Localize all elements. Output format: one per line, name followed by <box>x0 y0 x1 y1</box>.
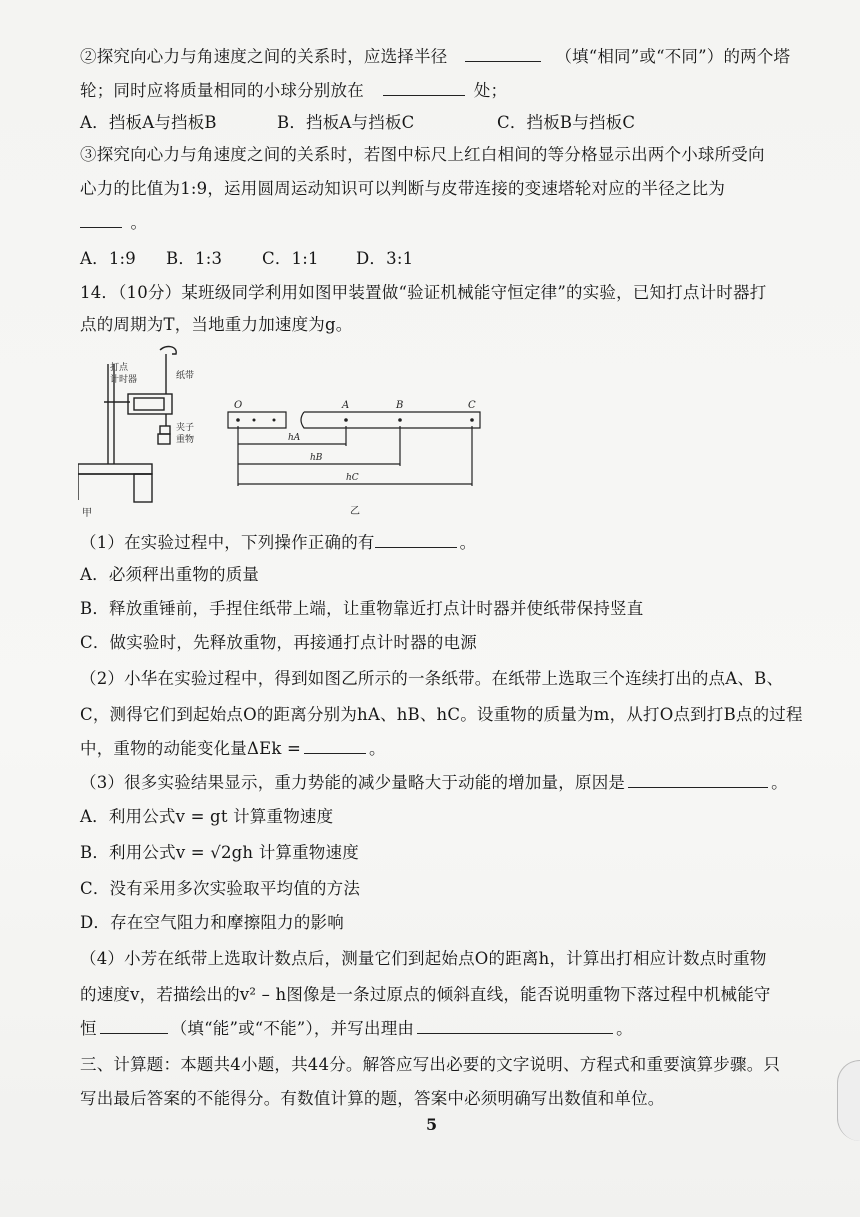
q14-s3-option-b[interactable]: B．利用公式v = √2gh 计算重物速度 <box>80 843 359 862</box>
option-d[interactable]: D．3:1 <box>356 249 414 268</box>
label-timer-1: 打点 <box>110 363 129 373</box>
answer-blank[interactable] <box>304 739 366 754</box>
q13-p3-options <box>80 248 413 270</box>
option-c[interactable]: C．挡板B与挡板C <box>497 113 636 132</box>
q13-p2-line2: 轮；同时应将质量相同的小球分别放在 处； <box>80 81 508 100</box>
q14-s1-option-a[interactable]: A．必须秤出重物的质量 <box>80 565 260 584</box>
dist-hb: hB <box>310 453 323 463</box>
option-b[interactable]: B．挡板A与挡板C <box>277 113 415 132</box>
label-timer-2: 计时器 <box>110 375 138 385</box>
binding-edge <box>837 1060 860 1141</box>
dist-ha: hA <box>288 433 301 443</box>
option-c[interactable]: C．1:1 <box>262 249 319 268</box>
q13-p3-line1: ③探究向心力与角速度之间的关系时，若图中标尺上红白相间的等分格显示出两个小球所受向 <box>80 145 765 164</box>
label-tape: 纸带 <box>176 371 195 381</box>
q14-s1-option-c[interactable]: C．做实验时，先释放重物，再接通打点计时器的电源 <box>80 633 477 652</box>
answer-blank[interactable] <box>100 1019 168 1034</box>
q14-stem-line1: 14．（10分）某班级同学利用如图甲装置做“验证机械能守恒定律”的实验，已知打点计时器打 <box>80 283 767 302</box>
q14-s4-line2: 的速度v，若描绘出的v² – h图像是一条过原点的倾斜直线，能否说明重物下落过程中机械能守 <box>80 985 771 1004</box>
q14-s4-line3: 恒 （填“能”或“不能”），并写出理由 。 <box>80 1019 633 1038</box>
dist-hc: hC <box>346 473 359 483</box>
q14-s1: （1）在实验过程中，下列操作正确的有 。 <box>80 533 477 552</box>
q14-s1-option-b[interactable]: B．释放重锤前，手捏住纸带上端，让重物靠近打点计时器并使纸带保持竖直 <box>80 599 644 618</box>
q14-s3-option-a[interactable]: A．利用公式v = gt 计算重物速度 <box>80 807 334 826</box>
answer-blank[interactable] <box>383 81 465 96</box>
q14-s2-line3: 中，重物的动能变化量ΔEk = 。 <box>80 739 386 758</box>
q14-stem-line2: 点的周期为T，当地重力加速度为g。 <box>80 315 353 334</box>
section3-line2: 写出最后答案的不能得分。有数值计算的题，答案中必须明确写出数值和单位。 <box>80 1089 665 1108</box>
q13-p2-options <box>80 112 635 134</box>
caption-b: 乙 <box>350 506 360 517</box>
answer-blank[interactable] <box>375 533 457 548</box>
q13-p3-line3: 。 <box>80 212 147 234</box>
q14-s2-line2: C，测得它们到起始点O的距离分别为hA、hB、hC。设重物的质量为m，从打O点到打B点的过程 <box>80 705 803 724</box>
option-b[interactable]: B．1:3 <box>166 249 223 268</box>
answer-blank[interactable] <box>465 47 541 62</box>
option-a[interactable]: A．1:9 <box>80 249 136 268</box>
q14-s3: （3）很多实验结果显示，重力势能的减少量略大于动能的增加量，原因是 。 <box>80 773 788 792</box>
answer-blank[interactable] <box>628 773 768 788</box>
q14-s3-option-d[interactable]: D．存在空气阻力和摩擦阻力的影响 <box>80 913 344 932</box>
q14-s2-line1: （2）小华在实验过程中，得到如图乙所示的一条纸带。在纸带上选取三个连续打出的点A、B、 <box>80 669 784 688</box>
answer-blank[interactable] <box>417 1019 613 1034</box>
option-a[interactable]: A．挡板A与挡板B <box>80 113 217 132</box>
label-clip: 夹子 <box>176 423 195 433</box>
point-c: C <box>468 400 476 411</box>
page-number: 5 <box>426 1115 438 1134</box>
q14-s4-line1: （4）小芳在纸带上选取计数点后，测量它们到起始点O的距离h，计算出打相应计数点时重物 <box>80 949 767 968</box>
q14-s3-option-c[interactable]: C．没有采用多次实验取平均值的方法 <box>80 879 361 898</box>
point-o: O <box>234 400 243 411</box>
q13-p2-line1: ②探究向心力与角速度之间的关系时，应选择半径 （填“相同”或“不同”）的两个塔 <box>80 47 791 66</box>
tape-dots <box>236 418 474 422</box>
q13-p3-line2: 心力的比值为1:9，运用圆周运动知识可以判断与皮带连接的变速塔轮对应的半径之比为 <box>80 179 726 198</box>
caption-a: 甲 <box>82 508 92 518</box>
section3-line1: 三、计算题：本题共4小题，共44分。解答应写出必要的文字说明、方程式和重要演算步骤。只 <box>80 1055 781 1074</box>
point-b: B <box>396 400 404 411</box>
label-weight: 重物 <box>176 435 195 445</box>
answer-blank[interactable] <box>80 213 122 228</box>
point-a: A <box>342 400 350 411</box>
experiment-figure <box>78 340 498 518</box>
